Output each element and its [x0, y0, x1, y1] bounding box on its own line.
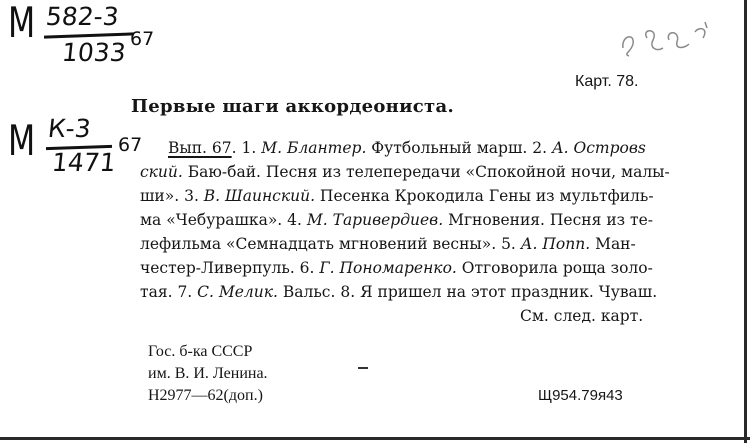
contents-line-5 — [140, 235, 636, 253]
text-fragment: Вальс. 8. Я пришел на этот праздник. Чуваш. — [277, 283, 658, 301]
text-fragment: . 1. — [231, 139, 262, 157]
contents-line-2 — [140, 163, 670, 181]
issue-number: Вып. 67 — [168, 139, 232, 157]
author-name: М. Блантер. — [261, 139, 367, 157]
contents-line-7 — [140, 283, 657, 301]
shelfmark-2-top: К-3 — [46, 114, 93, 143]
author-name: М. Таривердиев. — [306, 211, 444, 229]
shelfmark-1-prefix: М — [8, 0, 36, 47]
card-title: Первые шаги аккордеониста. — [131, 96, 455, 117]
text-fragment: честер-Ливерпуль. 6. — [140, 259, 320, 277]
author-name: А. Попп. — [520, 235, 591, 253]
contents-line-1 — [168, 139, 660, 157]
text-fragment: Песенка Крокодила Гены из мультфиль- — [315, 187, 654, 205]
card-number: Карт. 78. — [575, 73, 639, 90]
shelfmark-2-prefix: М — [8, 116, 36, 165]
author-name: В. Шаинский. — [203, 187, 315, 205]
text-fragment: ма «Чебурашка». 4. — [140, 211, 307, 229]
text-fragment: Мгновения. Песня из те- — [443, 211, 654, 229]
contents-line-1-text — [168, 139, 646, 157]
library-name: Гос. б-ка СССР — [148, 343, 253, 360]
card-right-edge — [744, 0, 747, 443]
author-name: А. Островs — [551, 139, 646, 157]
text-fragment: лефильма «Семнадцать мгновений весны». 5. — [140, 235, 521, 253]
order-number: Н2977—62(доп.) — [148, 387, 263, 404]
text-fragment: Отговорила роща золо- — [456, 259, 653, 277]
pencil-scribble-icon — [619, 18, 714, 58]
contents-line-3 — [140, 187, 654, 205]
card-bottom-edge — [0, 437, 750, 440]
shelfmark-1-bottom: 1033 — [60, 38, 128, 67]
text-fragment: тая. 7. — [140, 283, 198, 301]
author-name: С. Мелик. — [197, 283, 278, 301]
shelfmark-2-suffix: 67 — [118, 134, 143, 156]
text-fragment: Ман- — [590, 235, 636, 253]
continuation-note: См. след. карт. — [520, 307, 644, 325]
text-fragment: Футбольный марш. 2. — [366, 139, 552, 157]
text-fragment: ши». 3. — [140, 187, 204, 205]
author-name: ский. — [140, 163, 183, 181]
library-dedication: им. В. И. Ленина. — [148, 365, 268, 382]
shelfmark-1-top: 582-3 — [44, 2, 121, 31]
shelfmark-2-bottom: 1471 — [50, 148, 118, 177]
text-fragment: Баю-бай. Песня из телепередачи «Спокойной ночи, малы- — [182, 163, 670, 181]
contents-line-4 — [140, 211, 653, 229]
stray-mark — [358, 367, 368, 369]
catalog-code: Щ954.79я43 — [538, 387, 623, 404]
contents-line-6 — [140, 259, 653, 277]
shelfmark-1-suffix: 67 — [130, 28, 155, 50]
author-name: Г. Пономаренко. — [319, 259, 457, 277]
